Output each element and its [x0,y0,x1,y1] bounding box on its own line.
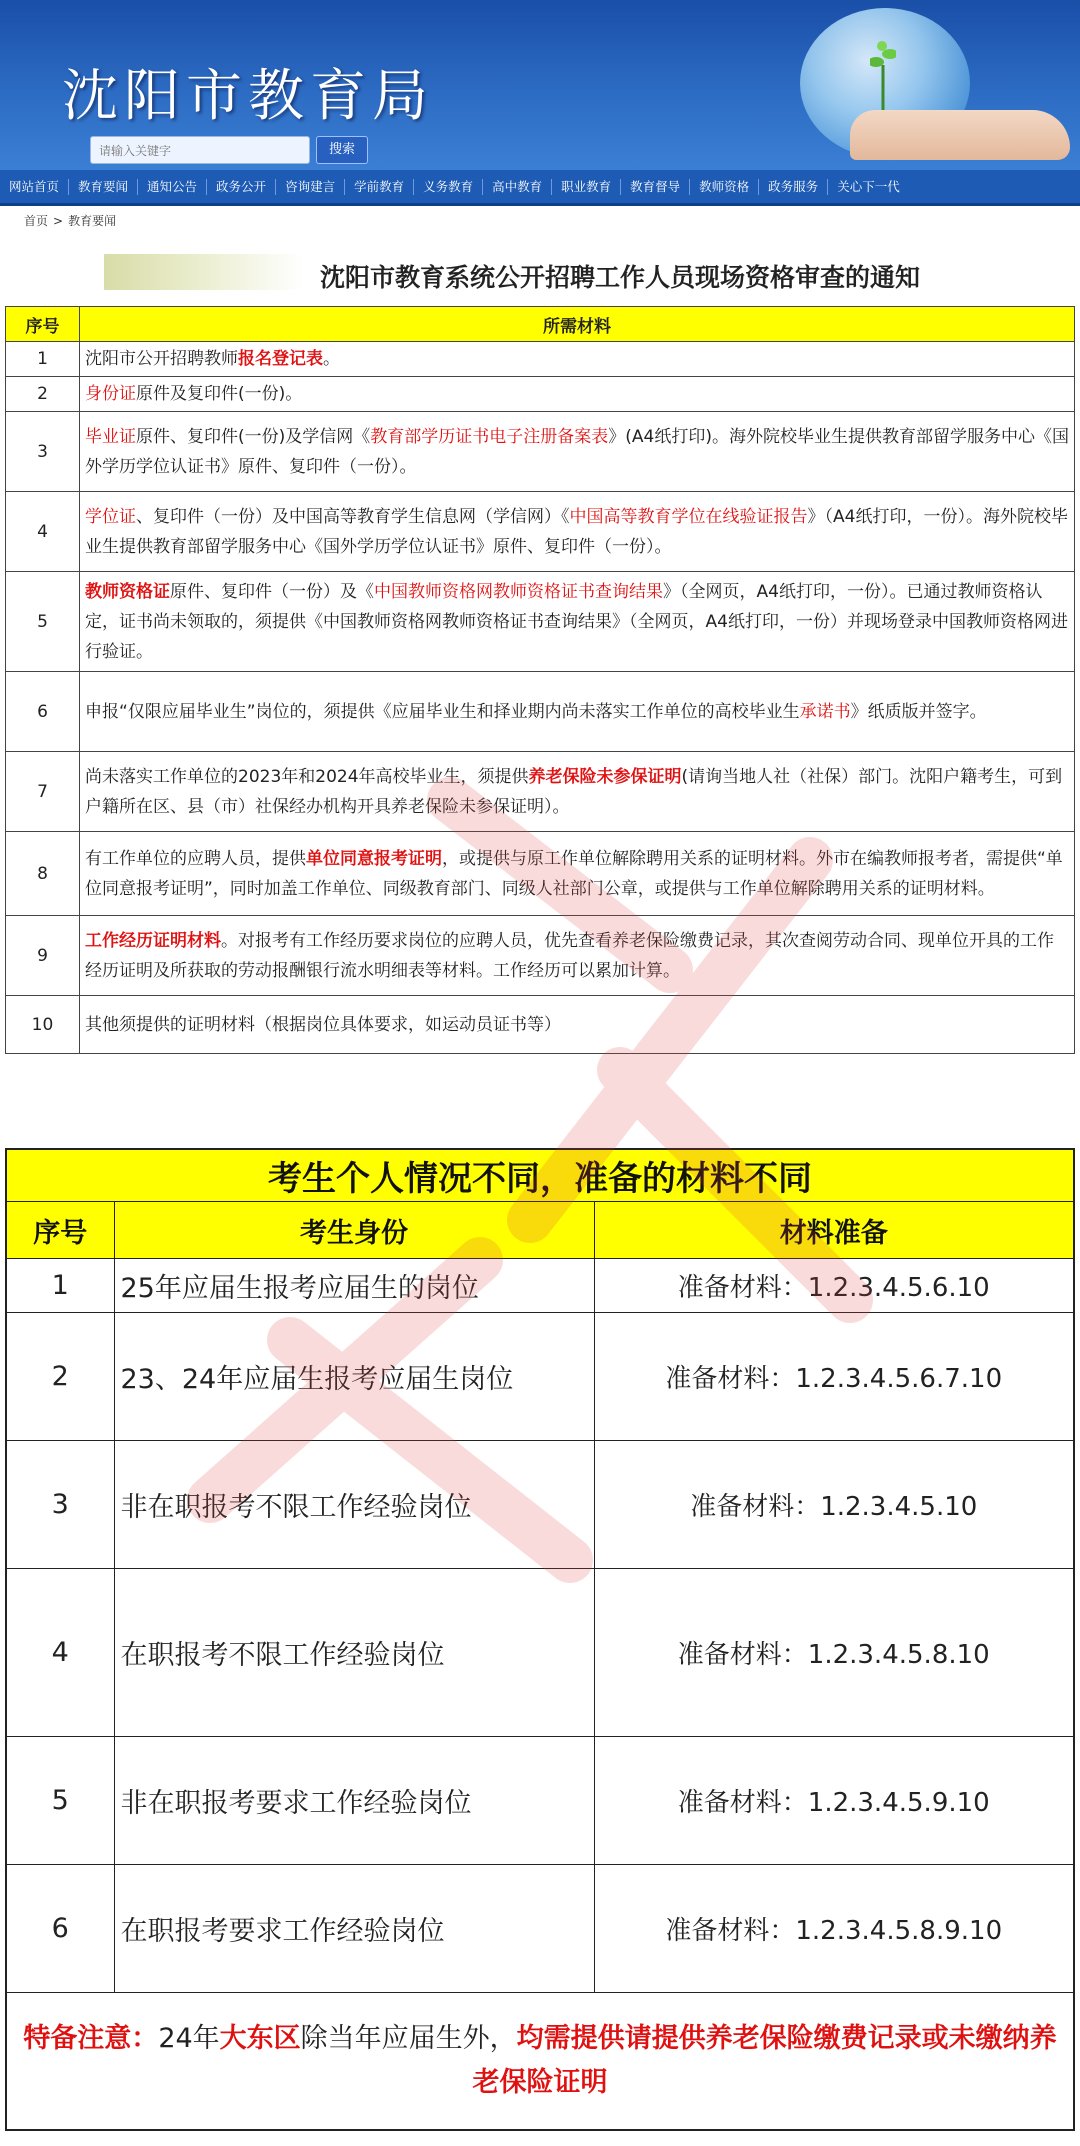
material-text: ，或提供与原工作单位解除聘用关系的证明材料。外市在编教师报考者，需提供“单位同意报考证明”，同时加盖工作单位、同级教育部门、同级人社部门公章，或提供与工作单位解除聘用关系的证明材料。 [85,848,1063,899]
main-nav [0,170,1080,206]
material-description [80,377,1075,412]
material-highlight: 学位证 [85,506,136,527]
nav-item-notices[interactable]: 通知公告 [138,179,207,195]
row-index: 4 [6,492,80,572]
materials-table-header [6,307,1075,342]
nav-item-next-gen[interactable]: 关心下一代 [837,178,900,194]
nav-item-news[interactable]: 教育要闻 [69,179,138,195]
row-index: 5 [6,1737,114,1865]
row-index: 1 [6,1259,114,1313]
note-text: 大东区 [219,2023,301,2054]
row-index: 10 [6,996,80,1054]
prep-materials: 准备材料：1.2.3.4.5.10 [594,1441,1074,1569]
prep-materials: 准备材料：1.2.3.4.5.6.7.10 [594,1313,1074,1441]
table-row [6,377,1075,412]
row-index: 3 [6,1441,114,1569]
table-row [6,1865,1074,1993]
material-text: 原件、复印件(一份)及学信网《 [136,426,371,447]
material-text: 其他须提供的证明材料（根据岗位具体要求，如运动员证书等） [85,1014,561,1035]
table-row [6,832,1075,916]
material-description [80,412,1075,492]
title-decoration [104,254,304,290]
row-index: 6 [6,672,80,752]
prep-materials: 准备材料：1.2.3.4.5.9.10 [594,1737,1074,1865]
material-text: 原件及复印件(一份)。 [136,384,303,404]
candidate-identity: 在职报考要求工作经验岗位 [114,1865,594,1993]
material-highlight: 养老保险未参保证明 [528,766,682,787]
table-row [6,1313,1074,1441]
material-description [80,752,1075,832]
material-text: 。 [323,349,340,369]
col-index-header: 序号 [6,307,80,342]
candidate-identity: 在职报考不限工作经验岗位 [114,1569,594,1737]
table-row [6,1441,1074,1569]
material-description [80,832,1075,916]
nav-item-home[interactable]: 网站首页 [0,179,69,195]
material-description [80,996,1075,1054]
candidate-identity: 25年应届生报考应届生的岗位 [114,1259,594,1313]
material-highlight: 单位同意报考证明 [306,848,442,869]
table-row [6,492,1075,572]
site-title: 沈阳市教育局 [62,64,434,129]
identity-table-header [6,1202,1074,1259]
material-description [80,672,1075,752]
row-index: 6 [6,1865,114,1993]
note-text: 均需提供请提供养老保险缴费记录或未缴纳养老保险证明 [472,2023,1057,2098]
col-prep-header: 材料准备 [594,1202,1074,1259]
breadcrumb-home[interactable]: 首页 [24,214,49,228]
candidate-identity: 非在职报考要求工作经验岗位 [114,1737,594,1865]
material-text: (请询当地人社（社保）部门。沈阳户籍考生，可到户籍所在区、县（市）社保经办机构开具养老保险未参保证明）。 [85,766,1063,817]
candidate-identity: 非在职报考不限工作经验岗位 [114,1441,594,1569]
table-row [6,412,1075,492]
material-text: 沈阳市公开招聘教师 [85,349,238,369]
col-material-header: 所需材料 [80,307,1075,342]
search-input[interactable]: 请输入关键字 [90,136,310,164]
nav-item-supervision[interactable]: 教育督导 [621,179,690,195]
material-description [80,342,1075,377]
material-text: 》（A4纸打印，一份）。海外院校毕业生提供教育部留学服务中心《国外学历学位认证书》原件、复印件（一份）。 [85,506,1068,557]
breadcrumb [24,212,116,229]
site-header [0,0,1080,170]
material-text: 。对报考有工作经历要求岗位的应聘人员，优先查看养老保险缴费记录，其次查阅劳动合同、现单位开具的工作经历证明及所获取的劳动报酬银行流水明细表等材料。工作经历可以累加计算。 [85,930,1054,981]
candidate-identity: 23、24年应届生报考应届生岗位 [114,1313,594,1441]
material-text: 申报“仅限应届毕业生”岗位的，须提供《应届毕业生和择业期内尚未落实工作单位的高校毕业生 [85,701,800,722]
material-text: 》纸质版并签字。 [850,701,987,722]
row-index: 8 [6,832,80,916]
page-title: 沈阳市教育系统公开招聘工作人员现场资格审查的通知 [320,263,921,292]
row-index: 5 [6,572,80,672]
special-note [6,1993,1074,2131]
nav-item-vocational[interactable]: 职业教育 [552,179,621,195]
row-index: 1 [6,342,80,377]
nav-item-teacher-cert[interactable]: 教师资格 [690,179,759,195]
breadcrumb-current[interactable]: 教育要闻 [68,214,117,228]
note-text: 24年 [158,2023,220,2054]
note-row [6,1993,1074,2131]
material-description [80,572,1075,672]
material-description [80,492,1075,572]
material-highlight: 教育部学历证书电子注册备案表 [370,426,609,447]
identity-table [5,1148,1075,2131]
table-row [6,1569,1074,1737]
table-row [6,672,1075,752]
col-index-header: 序号 [6,1202,114,1259]
table-row [6,916,1075,996]
table-row [6,752,1075,832]
table-row [6,1259,1074,1313]
material-highlight: 承诺书 [799,701,851,722]
prep-materials: 准备材料：1.2.3.4.5.8.9.10 [594,1865,1074,1993]
breadcrumb-separator: > [53,214,64,228]
material-highlight: 中国教师资格网教师资格证书查询结果 [374,581,663,602]
material-text: 》（全网页，A4纸打印，一份）。已通过教师资格认定，证书尚未领取的，须提供《中国教师资格网教师资格证书查询结果》（全网页，A4纸打印，一份）并现场登录中国教师资格网进行验证。 [85,581,1068,662]
row-index: 9 [6,916,80,996]
row-index: 7 [6,752,80,832]
identity-table-title-row [6,1149,1074,1202]
hand-image [850,110,1070,160]
table-row [6,572,1075,672]
materials-table [5,306,1075,1054]
note-text: 特备注意： [23,2023,159,2054]
col-identity-header: 考生身份 [114,1202,594,1259]
note-text: 除当年应届生外， [300,2023,517,2054]
prep-materials: 准备材料：1.2.3.4.5.8.10 [594,1569,1074,1737]
nav-item-consult[interactable]: 咨询建言 [276,179,345,195]
identity-table-title: 考生个人情况不同，准备的材料不同 [6,1149,1074,1202]
nav-item-preschool[interactable]: 学前教育 [345,179,414,195]
table-row [6,1737,1074,1865]
row-index: 2 [6,377,80,412]
material-highlight: 毕业证 [85,426,136,447]
search-button[interactable]: 搜索 [316,136,368,164]
table-row [6,996,1075,1054]
material-text: 原件、复印件（一份）及《 [170,581,374,602]
material-highlight: 中国高等教育学位在线验证报告 [569,506,808,527]
material-highlight: 工作经历证明材料 [85,930,221,951]
material-text: 、复印件（一份）及中国高等教育学生信息网（学信网）《 [136,506,570,527]
row-index: 3 [6,412,80,492]
nav-item-gov-service[interactable]: 政务服务 [759,179,828,195]
material-highlight: 教师资格证 [85,581,170,602]
prep-materials: 准备材料：1.2.3.4.5.6.10 [594,1259,1074,1313]
nav-item-compulsory[interactable]: 义务教育 [414,179,483,195]
material-highlight: 身份证 [85,384,136,404]
row-index: 2 [6,1313,114,1441]
table-row [6,342,1075,377]
material-highlight: 报名登记表 [238,349,323,369]
row-index: 4 [6,1569,114,1737]
sprout-icon [870,40,896,110]
material-text: 尚未落实工作单位的2023年和2024年高校毕业生，须提供 [85,766,529,787]
material-text: 有工作单位的应聘人员，提供 [85,848,306,869]
material-description [80,916,1075,996]
material-text: 》(A4纸打印)。海外院校毕业生提供教育部留学服务中心《国外学历学位认证书》原件、复印件（一份）。 [85,426,1069,477]
nav-item-highschool[interactable]: 高中教育 [483,179,552,195]
nav-item-gov-affairs[interactable]: 政务公开 [207,179,276,195]
